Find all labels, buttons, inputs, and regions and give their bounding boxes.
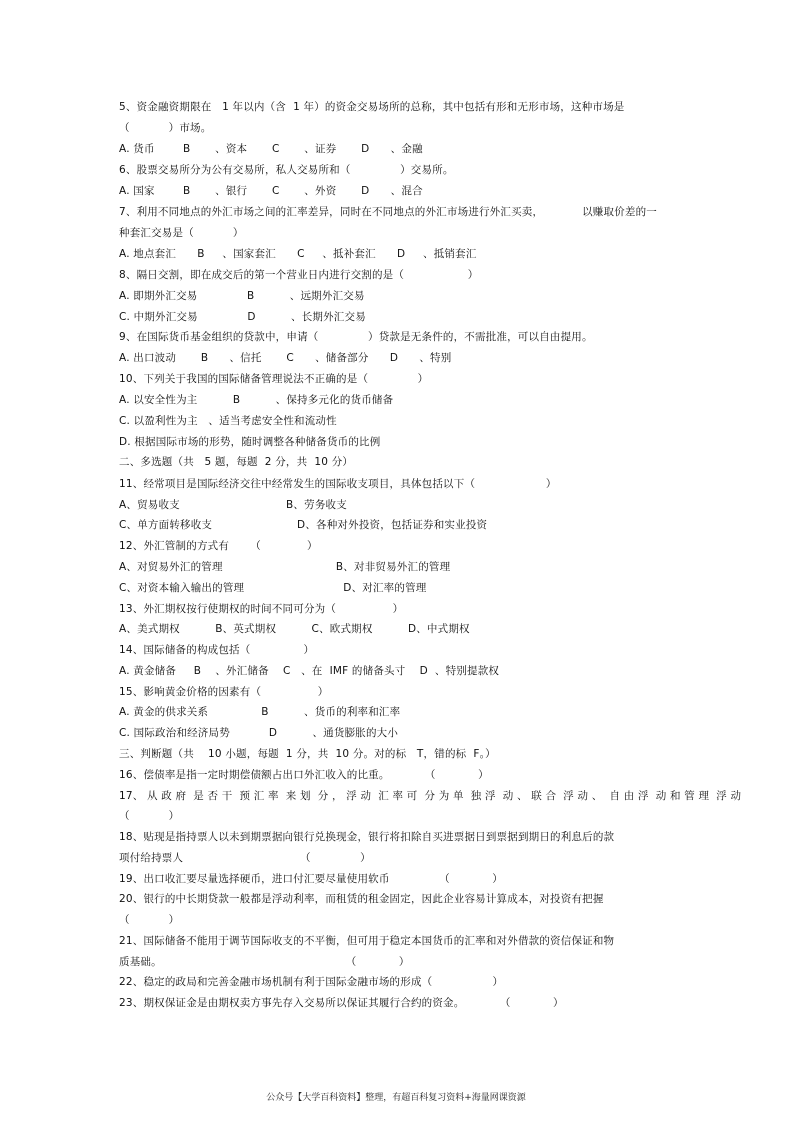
question-22-text: 22、稳定的政局和完善金融市场机制有利于国际金融市场的形成（ ）	[119, 976, 504, 988]
question-5-blank: （ ）市场。	[119, 122, 212, 134]
question-6-options: A. 国家 B 、银行 C 、外资 D 、混合	[119, 185, 423, 197]
page-footer: 公众号【大学百科资料】整理，有超百科复习资料+海量网课资源	[266, 1093, 526, 1103]
question-12-options-ab: A、对贸易外汇的管理 B、对非贸易外汇的管理	[119, 561, 451, 573]
question-12-options-cd: C、对资本输入输出的管理 D、对汇率的管理	[119, 582, 427, 594]
question-8-options-cd: C. 中期外汇交易 D 、长期外汇交易	[119, 311, 366, 323]
question-15-options-cd: C. 国际政治和经济局势 D 、通货膨胀的大小	[119, 727, 399, 739]
question-11-text: 11、经常项目是国际经济交往中经常发生的国际收支项目，具体包括以下（ ）	[119, 478, 557, 490]
question-15-text: 15、影响黄金价格的因素有（ ）	[119, 686, 329, 698]
question-17-blank: （ ）	[119, 810, 180, 822]
question-15-options-ab: A. 黄金的供求关系 B 、货币的利率和汇率	[119, 706, 401, 718]
question-8-text: 8、隔日交割，即在成交后的第一个营业日内进行交割的是（ ）	[119, 269, 479, 281]
question-19-text: 19、出口收汇要尽量选择硬币，进口付汇要尽量使用软币 （ ）	[119, 873, 503, 885]
section-multiple-choice-heading: 二、多选题（共 5 题，每题 2 分，共 10 分）	[119, 456, 354, 468]
question-14-options: A. 黄金储备 B 、外汇储备 C 、在 IMF 的储备头寸 D 、特别提款权	[119, 665, 500, 677]
question-7-text-cont: 种套汇交易是（ ）	[119, 227, 244, 239]
question-23-text: 23、期权保证金是由期权卖方事先存入交易所以保证其履行合约的资金。 （ ）	[119, 997, 564, 1009]
question-8-options-ab: A. 即期外汇交易 B 、远期外汇交易	[119, 290, 365, 302]
question-10-option-d: D. 根据国际市场的形势，随时调整各种储备货币的比例	[119, 436, 381, 448]
question-11-options-ab: A、贸易收支 B、劳务收支	[119, 499, 347, 511]
question-18-text-cont: 项付给持票人 （ ）	[119, 852, 371, 864]
question-5-text: 5、资金融资期限在 1 年以内（含 1 年）的资金交易场所的总称，其中包括有形和无形市场，这种市场是	[119, 101, 625, 113]
question-9-options: A. 出口波动 B 、信托 C 、储备部分 D 、特别	[119, 352, 452, 364]
question-20-text: 20、银行的中长期贷款一般都是浮动利率，而租赁的租金固定，因此企业容易计算成本，对投资有把握	[119, 893, 604, 905]
question-21-text: 21、国际储备不能用于调节国际收支的不平衡，但可用于稳定本国货币的汇率和对外借款的资信保证和物	[119, 935, 615, 947]
question-11-options-cd: C、单方面转移收支 D、各种对外投资，包括证券和实业投资	[119, 519, 488, 531]
question-5-options: A. 货币 B 、资本 C 、证券 D 、金融	[119, 143, 423, 155]
question-10-options-ab: A. 以安全性为主 B 、保持多元化的货币储备	[119, 394, 394, 406]
question-7-text: 7、利用不同地点的外汇市场之间的汇率差异，同时在不同地点的外汇市场进行外汇买卖， 以赚取价差的一	[119, 206, 657, 218]
question-6-text: 6、股票交易所分为公有交易所，私人交易所和（ ）交易所。	[119, 164, 454, 176]
section-true-false-heading: 三、判断题（共 10 小题，每题 1 分，共 10 分。对的标 T，错的标 F。）	[119, 748, 496, 760]
question-10-text: 10、下列关于我国的国际储备管理说法不正确的是（ ）	[119, 373, 429, 385]
question-12-text: 12、外汇管制的方式有 （ ）	[119, 540, 318, 552]
question-17-text: 17、 从 政 府 是 否 干 预 汇 率 来 划 分 ， 浮 动 汇 率 可 分 为 单 独 浮 动 、 联 合 浮 动 、 自 由 浮 动 和 管 理 浮 动	[119, 790, 742, 802]
question-18-text: 18、贴现是指持票人以未到期票据向银行兑换现金，银行将扣除自买进票据日到票据到期日的利息后的款	[119, 831, 615, 843]
question-7-options: A. 地点套汇 B 、国家套汇 C 、抵补套汇 D 、抵销套汇	[119, 248, 477, 260]
question-14-text: 14、国际储备的构成包括（ ）	[119, 644, 315, 656]
question-13-text: 13、外汇期权按行使期权的时间不同可分为（ ）	[119, 603, 404, 615]
question-9-text: 9、在国际货币基金组织的贷款中，申请（ ）贷款是无条件的，不需批准，可以自由提用。	[119, 331, 593, 343]
question-13-options: A、美式期权 B、英式期权 C、欧式期权 D、中式期权	[119, 623, 470, 635]
question-16-text: 16、偿债率是指一定时期偿债额占出口外汇收入的比重。 （ ）	[119, 769, 489, 781]
question-20-blank: （ ）	[119, 914, 180, 926]
question-10-option-c: C. 以盈利性为主 、适当考虑安全性和流动性	[119, 415, 337, 427]
question-21-text-cont: 质基础。 （ ）	[119, 956, 410, 968]
